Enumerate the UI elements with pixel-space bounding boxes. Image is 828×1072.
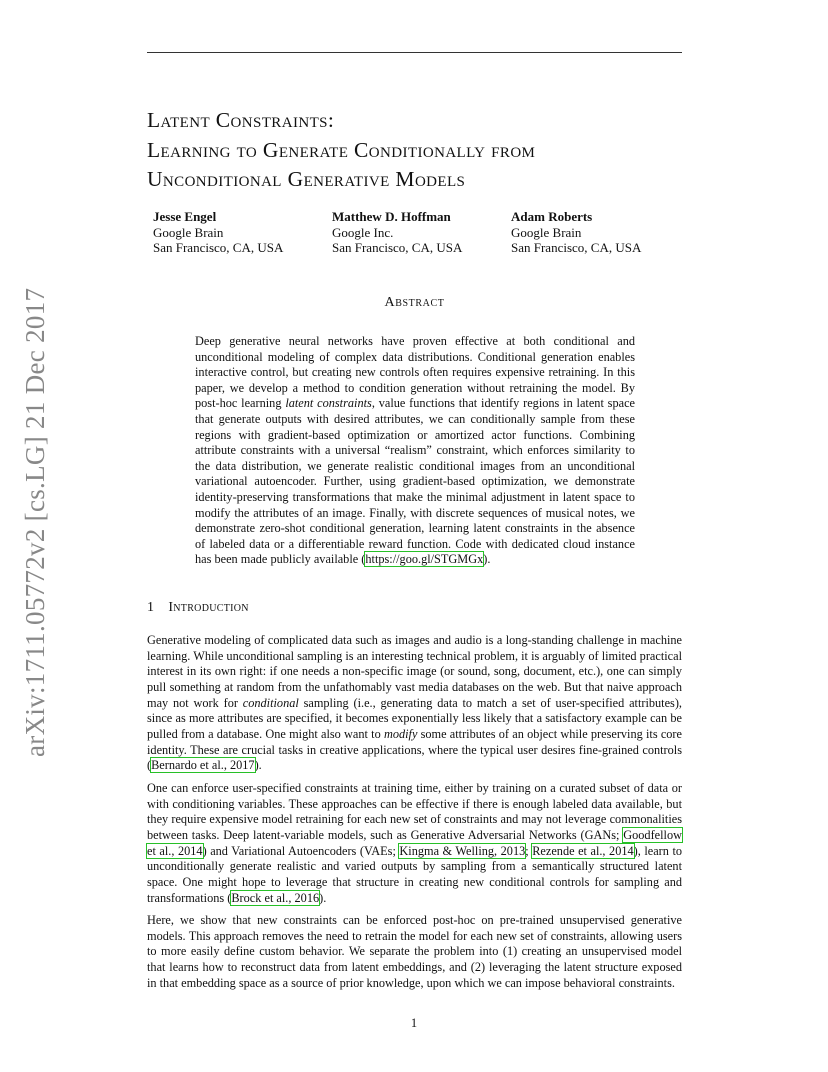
author-block-1 <box>153 209 283 256</box>
paragraph <box>147 781 682 906</box>
paragraph <box>147 633 682 774</box>
author-affiliation: Google Brain <box>153 224 224 240</box>
paper-title <box>147 106 707 195</box>
text: ) and Variational Autoencoders (VAEs; <box>202 843 400 858</box>
author-affiliation: Google Brain <box>511 224 582 240</box>
author-name: Matthew D. Hoffman <box>332 209 451 224</box>
title-line-3: Unconditional Generative Models <box>147 167 466 191</box>
section-heading <box>147 600 249 616</box>
author-location: San Francisco, CA, USA <box>153 240 284 255</box>
citation-link[interactable]: Kingma & Welling, 2013 <box>399 843 526 858</box>
citation-link[interactable]: Rezende et al., 2014 <box>532 843 634 858</box>
paragraph: Here, we show that new constraints can be enforced post-hoc on pre-trained unsupervised generative models. This approach removes the need to retrain the model for each new set of constraints, allowing users to more easily define custom behavior. We separate the problem into (1) creating an unsupervised model that learns how to reconstruct data from latent embeddings, and (2) leveraging the latent structure exposed in that embedding space as a source of prior knowledge, upon which we can impose behavioral constraints. <box>147 913 682 990</box>
author-location: San Francisco, CA, USA <box>511 240 642 255</box>
text: Generative modeling of complicated data such as images and audio is a long-standing challenge in machine learning. While unconditional sampling is an interesting technical problem, it is arguably of limited practical interest in its own right: if one needs a non-specific image (or sound, song, document, etc.), one can simply pull something at random from the unfathomably vast media databases on the web. But that naive approach may not work for <box>147 633 682 710</box>
author-block-3 <box>511 209 641 256</box>
title-line-1: Latent Constraints: <box>147 108 335 132</box>
author-name: Jesse Engel <box>153 209 217 224</box>
citation-link[interactable]: Bernardo et al., 2017 <box>151 758 255 773</box>
abstract-heading: Abstract <box>384 295 445 310</box>
text: ; <box>525 843 533 858</box>
author-affiliation: Google Inc. <box>332 224 394 240</box>
abstract-text: , value functions that identify regions in latent space that generate outputs with desired attributes, we can conditionally sample from these regions with gradient-based optimization or amortized actor functions. Combining attribute constraints with a universal “realism” constraint, which enforces similarity to the data distribution, we generate realistic conditional images from an unconditional variational autoencoder. Further, using gradient-based optimization, we demonstrate identity-preserving transformations that make the minimal adjustment in latent space to modify the attributes of an image. Finally, with discrete sequences of musical notes, we demonstrate zero-shot conditional generation, learning latent constraints in the absence of labeled data or a differentiable reward function. Code with dedicated cloud instance has been made publicly available ( <box>195 396 635 567</box>
section-number: 1 <box>147 600 155 615</box>
text: some attributes of an object while preserving its core identity. These are crucial tasks in creative applications, where the typical user desires fine-grained controls ( <box>147 726 682 773</box>
abstract-emphasis: latent constraints <box>285 396 372 411</box>
title-line-2: Learning to Generate Conditionally from <box>147 137 536 162</box>
abstract-text: Deep generative neural networks have proven effective at both conditional and unconditional modeling of complex data distributions. Conditional generation enables interactive control, but creating new controls often requires expensive retraining. In this paper, we develop a method to condition generation without retraining the model. By post-hoc learning <box>195 334 635 411</box>
arxiv-identifier: arXiv:1711.05772v2 [cs.LG] 21 Dec 2017 <box>20 287 50 757</box>
author-block-2 <box>332 209 462 256</box>
emphasis: conditional <box>242 695 299 710</box>
abstract-body <box>195 334 635 568</box>
abstract-text: ). <box>483 552 491 567</box>
emphasis: modify <box>383 726 418 741</box>
section-title: Introduction <box>168 600 249 615</box>
text: ). <box>319 890 327 905</box>
text: ), learn to unconditionally generate realistic and varied outputs by sampling from a semantically structured latent space. One might hope to leverage that structure in creating new conditional controls for sampling and transformations ( <box>147 843 683 905</box>
author-name: Adam Roberts <box>511 209 593 224</box>
citation-link[interactable]: Brock et al., 2016 <box>231 890 320 905</box>
text: ). <box>254 758 262 773</box>
text: One can enforce user-specified constraints at training time, either by training on a curated subset of data or with conditioning variables. These approaches can be effective if there is enough labeled data available, but they require expensive model retraining for each new set of constraints and may not leverage commonalities between tasks. Deep latent-variable models, such as Generative Adversarial Networks (GANs; <box>147 780 682 842</box>
page-number: 1 <box>410 1016 418 1030</box>
author-location: San Francisco, CA, USA <box>332 240 463 255</box>
citation-link[interactable]: Goodfellow et al., 2014 <box>147 827 682 858</box>
code-link[interactable]: https://goo.gl/STGMGx <box>365 552 484 567</box>
introduction-body <box>147 633 682 998</box>
top-rule <box>147 52 682 53</box>
text: sampling (i.e., generating data to match a set of user-specified attributes), since as more attributes are specified, it becomes exponentially less likely that a satisfactory example can be pulled from a database. One might also want to <box>147 695 683 741</box>
